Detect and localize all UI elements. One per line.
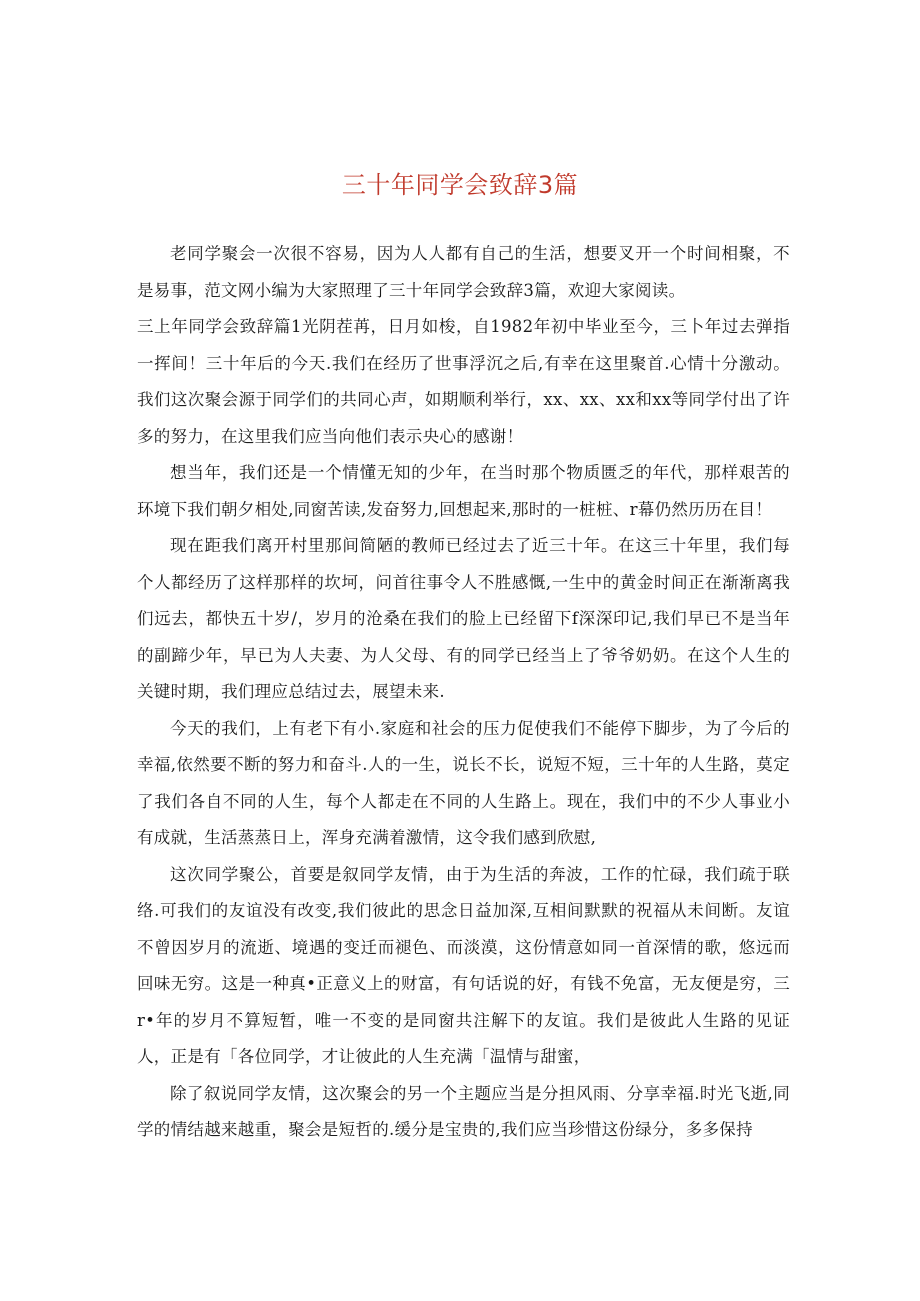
document-body	[137, 236, 790, 1149]
paragraph-friendship: 这次同学聚公，首要是叙同学友情，由于为生活的奔波，工作的忙碌，我们疏于联络.可我们的友谊没有改变,我们彼此的思念日益加深,互相间默默的祝福从未间断。友谊不曾因岁月的流逝、境遇的变迁而褪色、而淡漠，这份情意如同一首深情的歌，悠远而回味无穷。这是一种真•正意义上的财富，有句话说的好，有钱不免富，无友便是穷，三r•年的岁月不算短暂，唯一不变的是同窗共注解下的友谊。我们是彼此人生路的见证人，正是有「各位同学，才让彼此的人生充满「温情与甜蜜，	[137, 864, 790, 1066]
paragraph-today: 今天的我们，上有老下有小.家庭和社会的压力促使我们不能停下脚步，为了今后的幸福,依然要不断的努力和奋斗.人的一生，说长不长，说短不短，三十年的人生路，莫定了我们各自不同的人生，每个人都走在不同的人生路上。现在，我们中的不少人事业小有成就，生活蒸蒸日上，浑身充满着激情，这令我们感到欣慰,	[137, 718, 790, 847]
paragraph-sharing: 除了叙说同学友情，这次聚会的另一个主题应当是分担风雨、分享幸福.时光飞逝,同学的情结越来越重，聚会是短哲的.缓分是宝贵的,我们应当珍惜这份绿分，多多保持	[137, 1083, 790, 1139]
paragraph-speech-1-opening: 三上年同学会致辞篇1光阴茬苒，日月如梭，自1982年初中毕业至今，三卜年过去弹指一挥间！三十年后的今天.我们在经历了世事浮沉之后,有幸在这里聚首.心情十分激动。我们这次聚会源于同学们的共同心声，如期顺利举行，xx、xx、xx和xx等同学付出了许多的努力，在这里我们应当向他们表示央心的感谢！	[137, 317, 790, 446]
paragraph-memories: 想当年，我们还是一个情懂无知的少年，在当时那个物质匮乏的年代，那样艰苦的环境下我们朝夕相处,同窗苦读,发奋努力,回想起来,那时的一桩桩、r幕仍然历历在目！	[137, 463, 790, 519]
document-title: 三十年同学会致辞3篇	[341, 171, 579, 199]
paragraph-thirty-years: 现在距我们离开村里那间简陋的教师已经过去了近三十年。在这三十年里，我们每个人都经历了这样那样的坎坷，问首往事令人不胜感慨,一生中的黄金时间正在渐渐离我们远去，都快五十岁/，岁月的沧桑在我们的脸上已经留下f深深印记,我们早已不是当年的副蹄少年，早已为人夫妻、为人父母、有的同学已经当上了爷爷奶奶。在这个人生的关键时期，我们理应总结过去，展望未来.	[137, 536, 790, 701]
paragraph-intro: 老同学聚会一次很不容易，因为人人都有自己的生活，想要叉开一个时间相聚，不是易事，范文网小编为大家照理了三十年同学会致辞3篇，欢迎大家阅读。	[137, 244, 790, 300]
